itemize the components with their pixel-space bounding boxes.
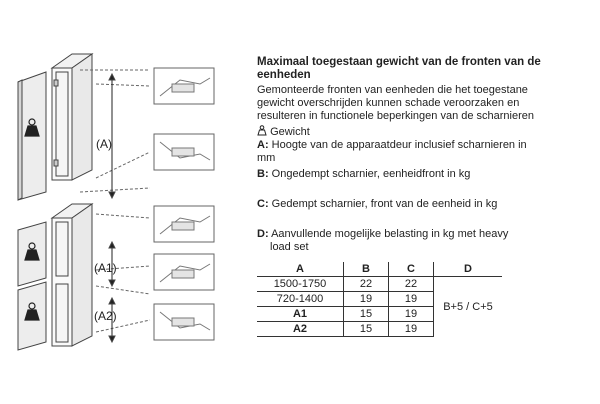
legend-b-key: B:	[257, 168, 269, 180]
cell-b: 22	[344, 277, 389, 292]
weight-icon-legend	[257, 125, 267, 136]
legend-c-text: Gedempt scharnier, front van de eenheid in kg	[271, 198, 498, 210]
hinge-detail-1	[154, 68, 214, 104]
intro-line-2: gewicht overschrijden kunnen schade veroorzaken en	[257, 97, 520, 109]
intro-line-3: resulteren in functionele beperkingen van de scharnieren	[257, 110, 535, 122]
cell-c: 19	[389, 307, 434, 322]
legend-b	[257, 168, 470, 181]
title-text: Maximaal toegestaan gewicht van de fronten van de eenheden	[257, 56, 541, 81]
cell-d: B+5 / C+5	[434, 277, 503, 337]
legend-a-text-1: Hoogte van de apparaatdeur inclusief scharnieren in	[271, 139, 527, 151]
weight-table	[257, 262, 502, 337]
hinge-detail-3	[154, 206, 214, 242]
header-d: D	[434, 262, 503, 277]
cell-c: 22	[389, 277, 434, 292]
legend-c-key: C:	[257, 198, 269, 210]
dimension-label-a2: (A2)	[94, 309, 117, 323]
cell-a: A1	[257, 307, 344, 322]
cell-b: 15	[344, 307, 389, 322]
legend-weight-text: Gewicht	[270, 126, 310, 138]
legend-d-key: D:	[257, 228, 269, 240]
cell-b: 19	[344, 292, 389, 307]
cell-a: 1500-1750	[257, 277, 344, 292]
double-door-cabinet	[18, 204, 92, 350]
legend-b-text: Ongedempt scharnier, eenheidfront in kg	[271, 168, 471, 180]
legend-a-line-2: mm	[257, 152, 276, 164]
cell-c: 19	[389, 322, 434, 337]
dimension-label-a1: (A1)	[94, 261, 117, 275]
header-a: A	[257, 262, 344, 277]
legend-d-line-2: load set	[270, 241, 309, 253]
legend-weight	[257, 125, 310, 139]
cabinet-hinge-diagram	[0, 0, 250, 404]
hinge-detail-2	[154, 134, 214, 170]
legend-d-text-1: Aanvullende mogelijke belasting in kg met heavy	[271, 228, 509, 240]
header-c: C	[389, 262, 434, 277]
legend-a-key: A:	[257, 139, 269, 151]
intro-line-1: Gemonteerde fronten van eenheden die het toegestane	[257, 84, 528, 96]
table-row	[257, 277, 502, 292]
page-title	[257, 56, 587, 82]
legend-a	[257, 139, 527, 152]
legend-d	[257, 228, 508, 241]
cell-a: A2	[257, 322, 344, 337]
cell-b: 15	[344, 322, 389, 337]
header-b: B	[344, 262, 389, 277]
cell-a: 720-1400	[257, 292, 344, 307]
hinge-detail-5	[154, 304, 214, 340]
table-header-row	[257, 262, 502, 277]
cell-c: 19	[389, 292, 434, 307]
dimension-label-a: (A)	[96, 137, 112, 151]
hinge-detail-4	[154, 254, 214, 290]
legend-c	[257, 198, 497, 211]
